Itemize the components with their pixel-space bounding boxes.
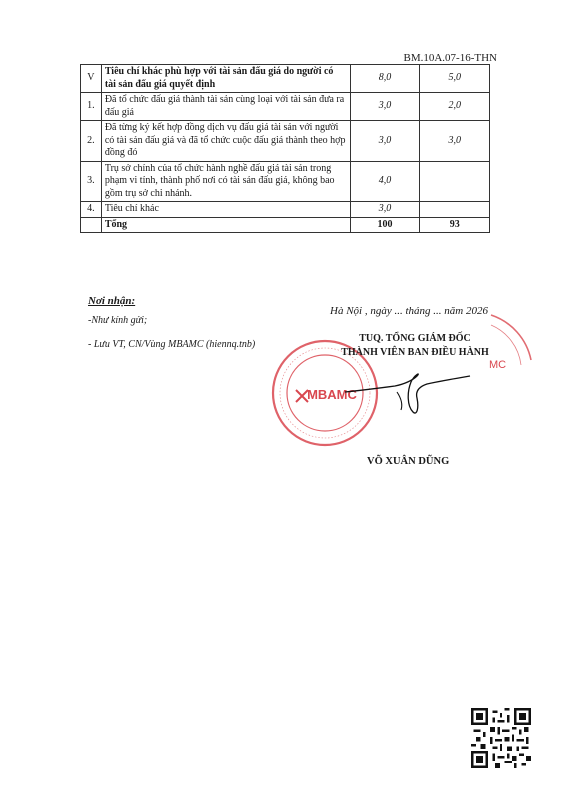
qr-code bbox=[471, 708, 531, 768]
table-row bbox=[81, 93, 490, 121]
total-max-score: 100 bbox=[350, 217, 420, 233]
table-row bbox=[81, 202, 490, 218]
handwritten-signature bbox=[335, 362, 475, 432]
row-text: Trụ sở chính của tổ chức hành nghề đấu giá tài sản trong phạm vi tỉnh, thành phố nơi có tài sản đấu giá, không bao gồm trụ sở chi nhánh. bbox=[101, 161, 350, 202]
signer-name: VÕ XUÂN DŨNG bbox=[367, 456, 450, 467]
recipients-title: Nơi nhận: bbox=[88, 295, 136, 307]
row-score: 3,0 bbox=[420, 121, 490, 162]
partial-seal-text: MC bbox=[489, 359, 507, 371]
row-score: 2,0 bbox=[420, 93, 490, 121]
recipients-block bbox=[88, 295, 255, 363]
row-max-score: 3,0 bbox=[350, 121, 420, 162]
table-row bbox=[81, 121, 490, 162]
table-row bbox=[81, 65, 490, 93]
row-score: 5,0 bbox=[420, 65, 490, 93]
partial-seal bbox=[486, 310, 546, 410]
row-text: Tiêu chí khác bbox=[101, 202, 350, 218]
signature-title-line2: THÀNH VIÊN BAN ĐIỀU HÀNH bbox=[341, 347, 489, 358]
row-text: Tiêu chí khác phù hợp với tài sản đấu giá do người có tài sản đấu giá quyết định bbox=[101, 65, 350, 93]
row-number: 3. bbox=[81, 161, 102, 202]
total-row bbox=[81, 217, 490, 233]
row-number: V bbox=[81, 65, 102, 93]
row-score bbox=[420, 202, 490, 218]
total-label: Tổng bbox=[101, 217, 350, 233]
total-number bbox=[81, 217, 102, 233]
row-text: Đã từng ký kết hợp đồng dịch vụ đấu giá tài sản với người có tài sản đấu giá và đã tổ chức cuộc đấu giá thành theo hợp đồng đó bbox=[101, 121, 350, 162]
form-code: BM.10A.07-16-THN bbox=[403, 52, 497, 64]
signature-title-block bbox=[300, 333, 530, 358]
row-number: 4. bbox=[81, 202, 102, 218]
row-score bbox=[420, 161, 490, 202]
row-number: 2. bbox=[81, 121, 102, 162]
row-number: 1. bbox=[81, 93, 102, 121]
seal-logo-text: MBAMC bbox=[307, 387, 357, 402]
total-score: 93 bbox=[420, 217, 490, 233]
signature-title-line1: TUQ. TỔNG GIÁM ĐỐC bbox=[359, 333, 471, 344]
recipient-line: -Như kính gửi; bbox=[88, 315, 148, 326]
row-max-score: 3,0 bbox=[350, 93, 420, 121]
row-max-score: 8,0 bbox=[350, 65, 420, 93]
place-date: Hà Nội , ngày ... tháng ... năm 2026 bbox=[330, 305, 488, 317]
criteria-table bbox=[80, 64, 490, 233]
row-text: Đã tổ chức đấu giá thành tài sản cùng loại với tài sản đưa ra đấu giá bbox=[101, 93, 350, 121]
row-max-score: 4,0 bbox=[350, 161, 420, 202]
table-row bbox=[81, 161, 490, 202]
row-max-score: 3,0 bbox=[350, 202, 420, 218]
recipient-line: - Lưu VT, CN/Vùng MBAMC (hiennq.tnb) bbox=[88, 339, 256, 350]
